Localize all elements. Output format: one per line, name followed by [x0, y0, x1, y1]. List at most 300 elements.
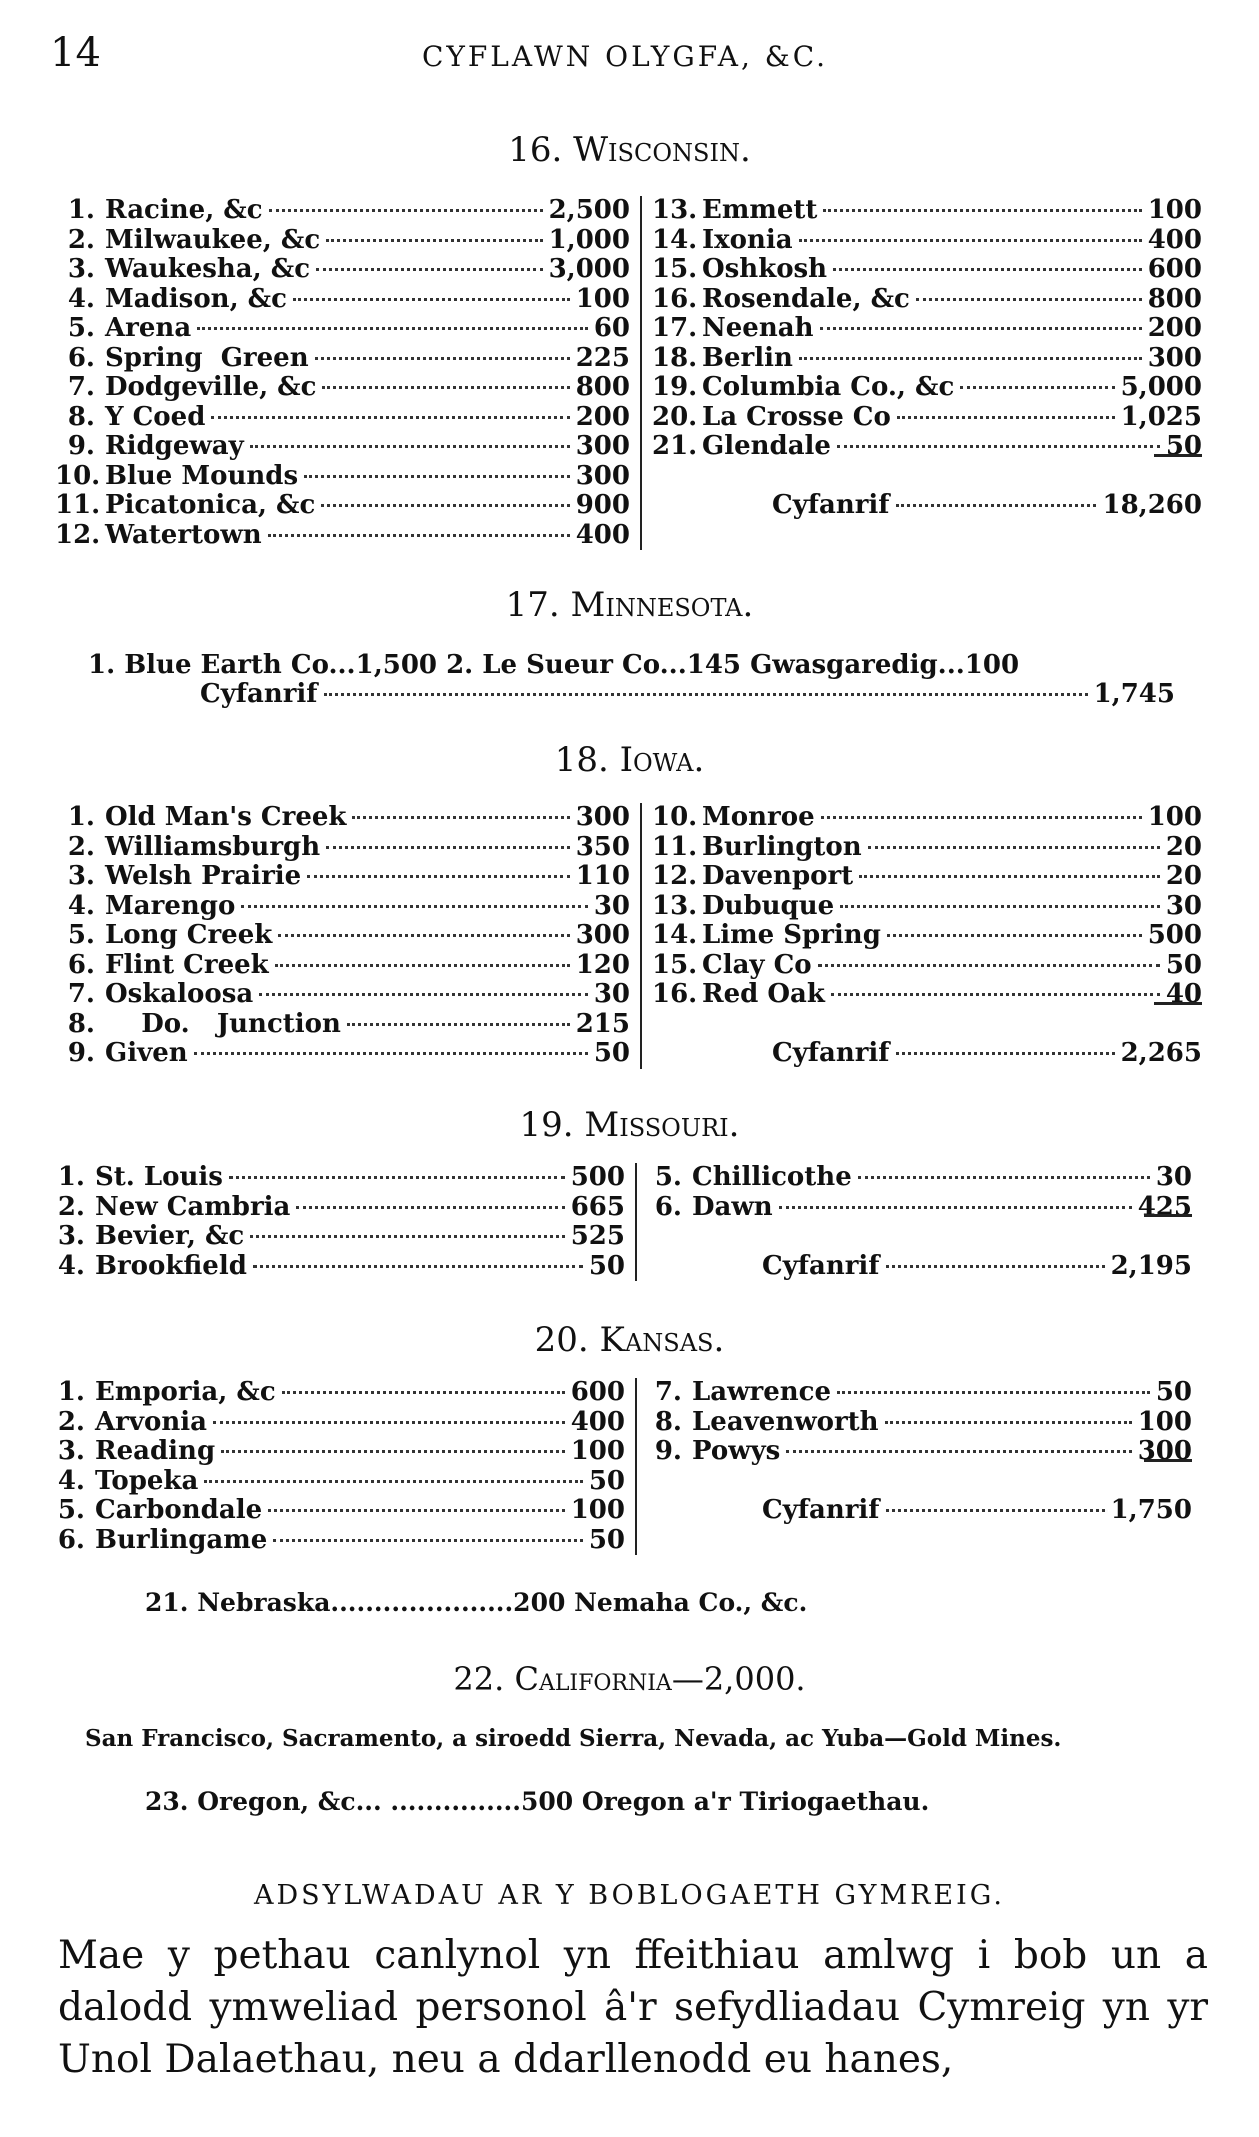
leader-dots [316, 268, 543, 271]
leader-dots [253, 1265, 583, 1268]
item-number: 15. [652, 949, 698, 980]
wisconsin-right-list [652, 196, 1202, 462]
item-value: 2,500 [548, 195, 630, 225]
item-name: Leavenworth [692, 1406, 879, 1437]
item-number: 12. [652, 861, 698, 891]
list-item [55, 314, 630, 344]
leader-dots [211, 416, 569, 419]
leader-dots [887, 934, 1142, 937]
item-name: Arvonia [95, 1406, 207, 1437]
item-value: 200 [575, 401, 630, 432]
list-item [55, 462, 630, 492]
item-number: 9. [654, 1436, 682, 1466]
section-heading: ADSYLWADAU AR Y BOBLOGAETH GYMREIG. [253, 1880, 1005, 1911]
item-value: 100 [570, 1495, 625, 1525]
item-number: 14. [652, 920, 698, 950]
leader-dots [269, 209, 543, 212]
list-item [652, 255, 1202, 285]
item-number: 5. [654, 1162, 682, 1192]
total-value: 1,745 [1093, 679, 1175, 709]
item-number: 3. [67, 861, 95, 891]
item-name: Oskaloosa [105, 979, 254, 1009]
total-rule [652, 462, 1202, 492]
item-value: 50 [1155, 1377, 1192, 1407]
leader-dots [296, 1206, 564, 1209]
item-value: 225 [575, 342, 630, 373]
kansas-total-row [642, 1496, 1192, 1526]
item-number: 6. [67, 949, 95, 980]
item-value: 20 [1165, 861, 1202, 891]
item-number: 4. [57, 1250, 85, 1281]
leader-dots [326, 239, 542, 242]
item-number: 1. [57, 1377, 85, 1407]
list-item [55, 1039, 630, 1069]
leader-dots [799, 239, 1142, 242]
leader-dots [321, 504, 569, 507]
item-number: 16. [652, 979, 698, 1009]
item-value: 300 [575, 460, 630, 491]
list-item [642, 1408, 1192, 1438]
kansas-title: 20. Kansas. [534, 1320, 725, 1360]
total-label: Cyfanrif [762, 1250, 880, 1281]
list-item [652, 226, 1202, 256]
total-label: Cyfanrif [772, 1038, 890, 1068]
item-value: 50 [588, 1465, 625, 1496]
item-number: 4. [67, 283, 95, 314]
list-item [652, 951, 1202, 981]
item-name: Rosendale, &c [702, 283, 910, 314]
item-number: 2. [67, 224, 95, 255]
item-value: 800 [575, 372, 630, 402]
item-name: Reading [95, 1436, 216, 1466]
item-value: 300 [1137, 1436, 1192, 1466]
item-number: 8. [67, 401, 95, 432]
item-name: Lime Spring [702, 920, 881, 950]
item-value: 600 [1147, 254, 1202, 284]
list-item [55, 432, 630, 462]
item-name: Ridgeway [105, 431, 244, 461]
leader-dots [282, 1391, 565, 1394]
item-name: Arena [105, 313, 192, 343]
list-item [45, 1252, 625, 1282]
item-name: Columbia Co., &c [702, 372, 955, 402]
leader-dots [268, 534, 570, 537]
item-value: 50 [1165, 949, 1202, 980]
leader-dots [315, 357, 570, 360]
item-name: Brookfield [95, 1250, 247, 1281]
item-number: 1. [67, 802, 95, 832]
item-value: 60 [593, 313, 630, 343]
leader-dots [250, 445, 570, 448]
leader-dots [837, 1391, 1150, 1394]
item-number: 2. [57, 1191, 85, 1222]
item-number: 18. [652, 342, 698, 373]
item-number: 6. [67, 342, 95, 373]
item-number: 1. [57, 1162, 85, 1192]
item-number: 13. [652, 890, 698, 921]
leader-dots [858, 1176, 1150, 1179]
minnesota-entries: 1. Blue Earth Co...1,500 2. Le Sueur Co...145 Gwasgaredig...100 [88, 650, 1020, 680]
missouri-title: 19. Missouri. [519, 1105, 740, 1145]
item-number: 10. [55, 460, 101, 491]
item-value: 400 [1147, 224, 1202, 255]
total-rule [642, 1467, 1192, 1497]
item-name: Spring Green [105, 342, 309, 373]
item-value: 100 [1147, 802, 1202, 832]
leader-dots [293, 298, 570, 301]
list-item [55, 862, 630, 892]
item-number: 3. [67, 254, 95, 284]
list-item [55, 1010, 630, 1040]
item-value: 50 [588, 1524, 625, 1555]
leader-dots [194, 1052, 588, 1055]
leader-dots [960, 386, 1114, 389]
leader-dots [278, 934, 569, 937]
list-item [55, 226, 630, 256]
item-name: Blue Mounds [105, 460, 299, 491]
item-number: 5. [57, 1495, 85, 1525]
list-item [45, 1526, 625, 1556]
item-name: Old Man's Creek [105, 802, 347, 832]
wisconsin-table [55, 196, 1205, 556]
total-value: 2,265 [1120, 1038, 1202, 1068]
item-name: Oshkosh [702, 254, 828, 284]
item-value: 30 [593, 979, 630, 1009]
body-paragraph: Mae y pethau canlynol yn ffeithiau amlwg i bob un a dalodd ymweliad personol â'r sefydliadau Cymreig yn yr Unol Dalaethau, neu a ddarllenodd eu hanes, [58, 1933, 1208, 2082]
list-item [652, 980, 1202, 1010]
leader-dots [823, 209, 1141, 212]
item-name: Monroe [702, 802, 815, 832]
item-name: Carbondale [95, 1495, 263, 1525]
total-value: 18,260 [1102, 490, 1202, 520]
item-value: 300 [575, 431, 630, 461]
page-number: 14 [50, 30, 101, 76]
item-name: Picatonica, &c [105, 490, 316, 520]
item-name: Y Coed [105, 401, 206, 432]
item-name: Red Oak [702, 979, 825, 1009]
item-name: Madison, &c [105, 283, 287, 314]
list-item [652, 403, 1202, 433]
item-name: Glendale [702, 431, 831, 461]
item-name: Emmett [702, 195, 818, 225]
leader-dots [820, 327, 1142, 330]
item-name: Burlingame [95, 1524, 268, 1555]
leader-dots [799, 357, 1142, 360]
item-number: 6. [654, 1191, 682, 1222]
list-item [55, 344, 630, 374]
missouri-left-column [45, 1163, 637, 1281]
leader-dots [868, 846, 1160, 849]
item-number: 11. [55, 490, 101, 520]
list-item [55, 403, 630, 433]
item-number: 11. [652, 831, 698, 862]
item-name: La Crosse Co [702, 401, 891, 432]
item-value: 300 [1147, 342, 1202, 373]
leader-dots [259, 993, 588, 996]
page-header [50, 30, 1200, 80]
item-number: 14. [652, 224, 698, 255]
item-value: 215 [575, 1008, 630, 1039]
item-name: Berlin [702, 342, 793, 373]
item-name: Chillicothe [692, 1162, 852, 1192]
item-number: 21. [652, 431, 698, 461]
missouri-table [45, 1163, 1205, 1283]
item-value: 20 [1165, 831, 1202, 862]
item-value: 525 [570, 1221, 625, 1251]
list-item [45, 1496, 625, 1526]
item-value: 900 [575, 490, 630, 520]
item-value: 30 [1165, 890, 1202, 921]
item-number: 1. [67, 195, 95, 225]
item-value: 200 [1147, 313, 1202, 343]
oregon-line: 23. Oregon, &c... ...............500 Oregon a'r Tiriogaethau. [145, 1787, 930, 1816]
item-number: 15. [652, 254, 698, 284]
wisconsin-left-column [55, 196, 642, 550]
item-value: 100 [570, 1436, 625, 1466]
item-number: 10. [652, 802, 698, 832]
item-value: 300 [575, 802, 630, 832]
leader-dots [786, 1450, 1131, 1453]
missouri-right-column [642, 1163, 1192, 1281]
item-value: 50 [1165, 431, 1202, 461]
item-name: Milwaukee, &c [105, 224, 321, 255]
list-item [55, 255, 630, 285]
leader-dots [221, 1450, 565, 1453]
list-item [652, 196, 1202, 226]
item-value: 120 [575, 949, 630, 980]
leader-dots [322, 386, 569, 389]
list-item [55, 980, 630, 1010]
list-item [55, 491, 630, 521]
minnesota-title: 17. Minnesota. [505, 585, 754, 625]
kansas-right-list [642, 1378, 1192, 1467]
item-name: Burlington [702, 831, 862, 862]
item-number: 2. [57, 1406, 85, 1437]
item-value: 500 [570, 1162, 625, 1192]
item-name: Neenah [702, 313, 814, 343]
kansas-right-column [642, 1378, 1192, 1526]
list-item [642, 1378, 1192, 1408]
item-number: 7. [67, 979, 95, 1009]
item-number: 17. [652, 313, 698, 343]
list-item [652, 921, 1202, 951]
kansas-left-column [45, 1378, 637, 1555]
leader-dots [779, 1206, 1132, 1209]
item-name: Davenport [702, 861, 854, 891]
item-value: 600 [570, 1377, 625, 1407]
list-item [55, 833, 630, 863]
leader-dots [273, 1539, 582, 1542]
item-number: 5. [67, 313, 95, 343]
leader-dots [213, 1421, 565, 1424]
list-item [642, 1437, 1192, 1467]
list-item [55, 951, 630, 981]
item-number: 20. [652, 401, 698, 432]
minnesota-total [200, 680, 1175, 710]
item-number: 5. [67, 920, 95, 950]
total-label: Cyfanrif [762, 1495, 880, 1525]
item-value: 100 [1137, 1406, 1192, 1437]
leader-dots [916, 298, 1142, 301]
item-value: 800 [1147, 283, 1202, 314]
leader-dots [204, 1480, 583, 1483]
california-title: 22. California—2,000. [453, 1660, 806, 1698]
item-name: Lawrence [692, 1377, 832, 1407]
iowa-right-column [652, 803, 1202, 1069]
leader-dots [840, 905, 1160, 908]
list-item [55, 803, 630, 833]
item-name: Given [105, 1038, 188, 1068]
item-value: 50 [593, 1038, 630, 1068]
item-number: 3. [57, 1436, 85, 1466]
list-item [652, 803, 1202, 833]
total-label: Cyfanrif [200, 679, 318, 709]
leader-dots [250, 1235, 564, 1238]
list-item [45, 1467, 625, 1497]
iowa-right-list [652, 803, 1202, 1010]
item-name: Williamsburgh [105, 831, 321, 862]
iowa-title: 18. Iowa. [554, 740, 705, 780]
item-number: 16. [652, 283, 698, 314]
iowa-total-row [652, 1039, 1202, 1069]
list-item [55, 921, 630, 951]
item-name: Racine, &c [105, 195, 263, 225]
missouri-right-list [642, 1163, 1192, 1222]
item-value: 1,000 [548, 224, 630, 255]
leader-dots [885, 1421, 1132, 1424]
list-item [45, 1437, 625, 1467]
list-item [652, 344, 1202, 374]
list-item [55, 285, 630, 315]
item-value: 40 [1165, 979, 1202, 1009]
item-value: 5,000 [1120, 372, 1202, 402]
item-name: Bevier, &c [95, 1221, 245, 1251]
leader-dots [897, 416, 1115, 419]
item-name: Emporia, &c [95, 1377, 276, 1407]
total-label: Cyfanrif [772, 490, 890, 520]
total-value: 2,195 [1110, 1250, 1192, 1281]
item-number: 3. [57, 1221, 85, 1251]
item-number: 4. [57, 1465, 85, 1496]
item-name: Ixonia [702, 224, 793, 255]
list-item [642, 1163, 1192, 1193]
leader-dots [821, 816, 1142, 819]
item-name: Dodgeville, &c [105, 372, 317, 402]
leader-dots [307, 875, 570, 878]
leader-dots [268, 1509, 565, 1512]
item-value: 100 [1147, 195, 1202, 225]
total-rule [652, 1010, 1202, 1040]
list-item [45, 1163, 625, 1193]
item-name: New Cambria [95, 1191, 291, 1222]
item-value: 425 [1137, 1191, 1192, 1222]
kansas-table [45, 1378, 1205, 1558]
item-value: 400 [570, 1406, 625, 1437]
item-value: 1,025 [1120, 401, 1202, 432]
list-item [652, 892, 1202, 922]
iowa-table [55, 803, 1205, 1073]
item-number: 9. [67, 431, 95, 461]
item-value: 665 [570, 1191, 625, 1222]
item-name: Long Creek [105, 920, 273, 950]
item-number: 8. [654, 1406, 682, 1437]
iowa-left-column [55, 803, 642, 1069]
item-number: 6. [57, 1524, 85, 1555]
item-value: 400 [575, 519, 630, 550]
list-item [45, 1408, 625, 1438]
item-name: Waukesha, &c [105, 254, 311, 284]
item-name: Watertown [105, 519, 262, 550]
item-number: 7. [654, 1377, 682, 1407]
item-value: 350 [575, 831, 630, 862]
item-name: Do. Junction [105, 1008, 341, 1039]
item-number: 4. [67, 890, 95, 921]
leader-dots [304, 475, 570, 478]
leader-dots [833, 268, 1142, 271]
california-places: San Francisco, Sacramento, a siroedd Sierra, Nevada, ac Yuba—Gold Mines. [85, 1725, 1062, 1752]
item-name: St. Louis [95, 1162, 223, 1192]
item-value: 300 [575, 920, 630, 950]
list-item [652, 314, 1202, 344]
leader-dots [275, 964, 570, 967]
leader-dots [859, 875, 1160, 878]
item-number: 9. [67, 1038, 95, 1068]
list-item [55, 521, 630, 551]
leader-dots [837, 445, 1160, 448]
wisconsin-title: 16. Wisconsin. [508, 130, 751, 170]
item-name: Dawn [692, 1191, 773, 1222]
list-item [652, 432, 1202, 462]
list-item [55, 196, 630, 226]
item-name: Welsh Prairie [105, 861, 302, 891]
leader-dots [347, 1023, 570, 1026]
item-value: 30 [593, 890, 630, 921]
leader-dots [241, 905, 588, 908]
list-item [45, 1222, 625, 1252]
item-number: 13. [652, 195, 698, 225]
wisconsin-right-column [652, 196, 1202, 521]
item-name: Powys [692, 1436, 781, 1466]
item-number: 8. [67, 1008, 95, 1039]
list-item [652, 373, 1202, 403]
list-item [45, 1378, 625, 1408]
item-number: 12. [55, 519, 101, 550]
list-item [55, 373, 630, 403]
list-item [652, 862, 1202, 892]
leader-dots [326, 846, 570, 849]
total-value: 1,750 [1110, 1495, 1192, 1525]
total-rule [642, 1222, 1192, 1252]
item-number: 7. [67, 372, 95, 402]
list-item [652, 833, 1202, 863]
item-value: 50 [588, 1250, 625, 1281]
leader-dots [229, 1176, 565, 1179]
item-value: 110 [575, 861, 630, 891]
item-value: 500 [1147, 920, 1202, 950]
item-number: 19. [652, 372, 698, 402]
leader-dots [352, 816, 569, 819]
leader-dots [197, 327, 588, 330]
list-item [652, 285, 1202, 315]
list-item [55, 892, 630, 922]
list-item [642, 1193, 1192, 1223]
item-name: Flint Creek [105, 949, 269, 980]
item-value: 100 [575, 283, 630, 314]
item-value: 30 [1155, 1162, 1192, 1192]
wisconsin-total-row [652, 491, 1202, 521]
item-name: Clay Co [702, 949, 812, 980]
running-title: CYFLAWN OLYGFA, &C. [421, 40, 829, 73]
